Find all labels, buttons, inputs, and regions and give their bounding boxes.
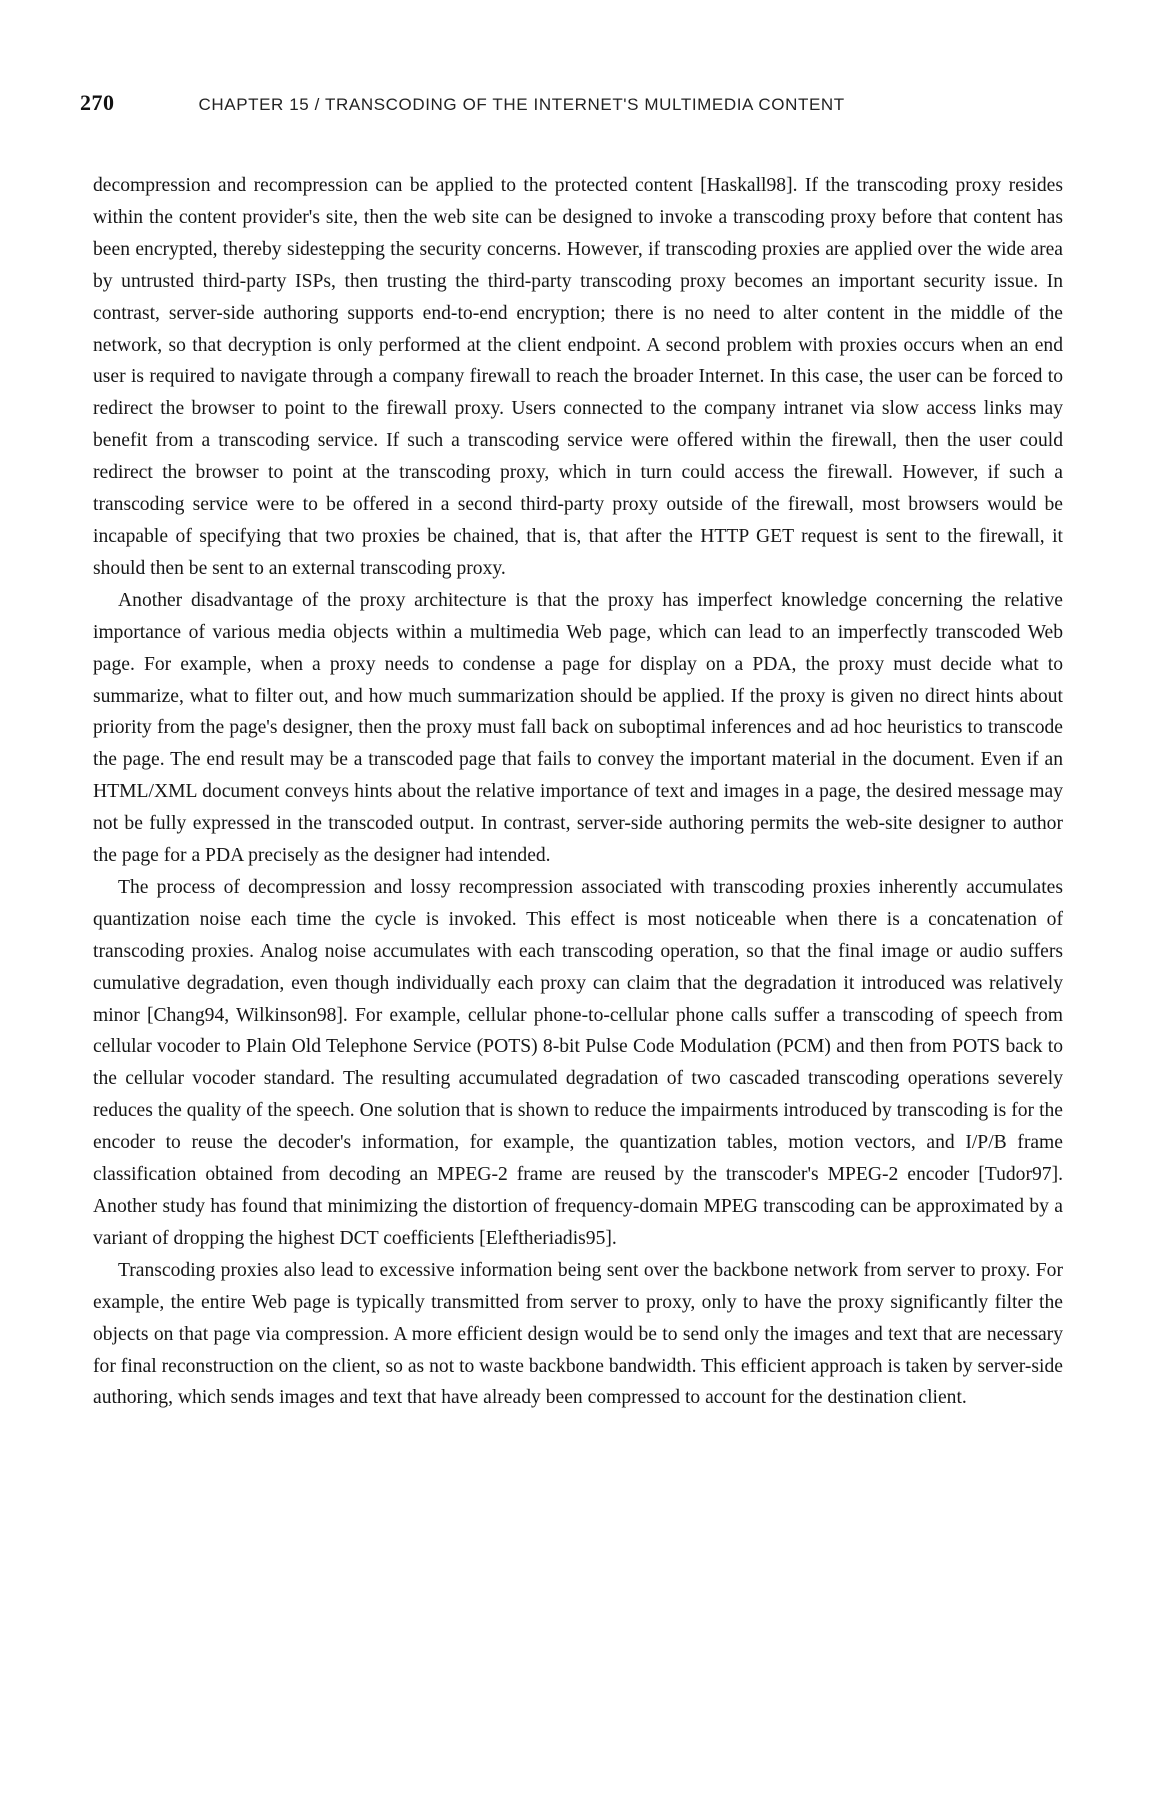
paragraph-quantization-noise: The process of decompression and lossy recompression associated with transcoding proxies inherently accumulates quantization noise each time the cycle is invoked. This effect is most noticeable when there is a concatenation of transcoding proxies. Analog noise accumulates with each transcoding operation, so that the final image or audio suffers cumulative degradation, even though individually each proxy can claim that the degradation it introduced was relatively minor [Chang94, Wilkinson98]. For example, cellular phone-to-cellular phone calls suffer a transcoding of speech from cellular vocoder to Plain Old Telephone Service (POTS) 8-bit Pulse Code Modulation (PCM) and then from POTS back to the cellular vocoder standard. The resulting accumulated degradation of two cascaded transcoding operations severely reduces the quality of the speech. One solution that is shown to reduce the impairments introduced by transcoding is for the encoder to reuse the decoder's information, for example, the quantization tables, motion vectors, and I/P/B frame classification obtained from decoding an MPEG-2 frame are reused by the transcoder's MPEG-2 encoder [Tudor97]. Another study has found that minimizing the distortion of frequency-domain MPEG transcoding can be approximated by a variant of dropping the highest DCT coefficients [Eleftheriadis95]. <box>93 876 1063 1249</box>
paragraph-proxy-knowledge: Another disadvantage of the proxy architecture is that the proxy has imperfect knowledge concerning the relative importance of various media objects within a multimedia Web page, which can lead to an imperfectly transcoded Web page. For example, when a proxy needs to condense a page for display on a PDA, the proxy must decide what to summarize, what to filter out, and how much summarization should be applied. If the proxy is given no direct hints about priority from the page's designer, then the proxy must fall back on suboptimal inferences and ad hoc heuristics to transcode the page. The end result may be a transcoded page that fails to convey the important material in the document. Even if an HTML/XML document conveys hints about the relative importance of text and images in a page, the desired message may not be fully expressed in the transcoded output. In contrast, server-side authoring permits the web-site designer to author the page for a PDA precisely as the designer had intended. <box>93 589 1063 867</box>
page-number: 270 <box>80 90 115 115</box>
paragraph-continuation: decompression and recompression can be applied to the protected content [Haskall98]. If the transcoding proxy resides within the content provider's site, then the web site can be designed to invoke a transcoding proxy before that content has been encrypted, thereby sidestepping the security concerns. However, if transcoding proxies are applied over the wide area by untrusted third-party ISPs, then trusting the third-party transcoding proxy becomes an important security issue. In contrast, server-side authoring supports end-to-end encryption; there is no need to alter content in the middle of the network, so that decryption is only performed at the client endpoint. A second problem with proxies occurs when an end user is required to navigate through a company firewall to reach the broader Internet. In this case, the user can be forced to redirect the browser to point to the firewall proxy. Users connected to the company intranet via slow access links may benefit from a transcoding service. If such a transcoding service were offered within the firewall, then the user could redirect the browser to point at the transcoding proxy, which in turn could access the firewall. However, if such a transcoding service were to be offered in a second third-party proxy outside of the firewall, most browsers would be incapable of specifying that two proxies be chained, that is, that after the HTTP GET request is sent to the firewall, it should then be sent to an external transcoding proxy. <box>93 175 1063 579</box>
page-header <box>80 90 1060 120</box>
running-head: CHAPTER 15 / TRANSCODING OF THE INTERNET'S MULTIMEDIA CONTENT <box>198 95 845 114</box>
paragraph-backbone-traffic: Transcoding proxies also lead to excessive information being sent over the backbone network from server to proxy. For example, the entire Web page is typically transmitted from server to proxy, only to have the proxy significantly filter the objects on that page via compression. A more efficient design would be to send only the images and text that are necessary for final reconstruction on the client, so as not to waste backbone bandwidth. This efficient approach is taken by server-side authoring, which sends images and text that have already been compressed to account for the destination client. <box>93 1259 1063 1409</box>
body-text <box>93 170 1063 1414</box>
